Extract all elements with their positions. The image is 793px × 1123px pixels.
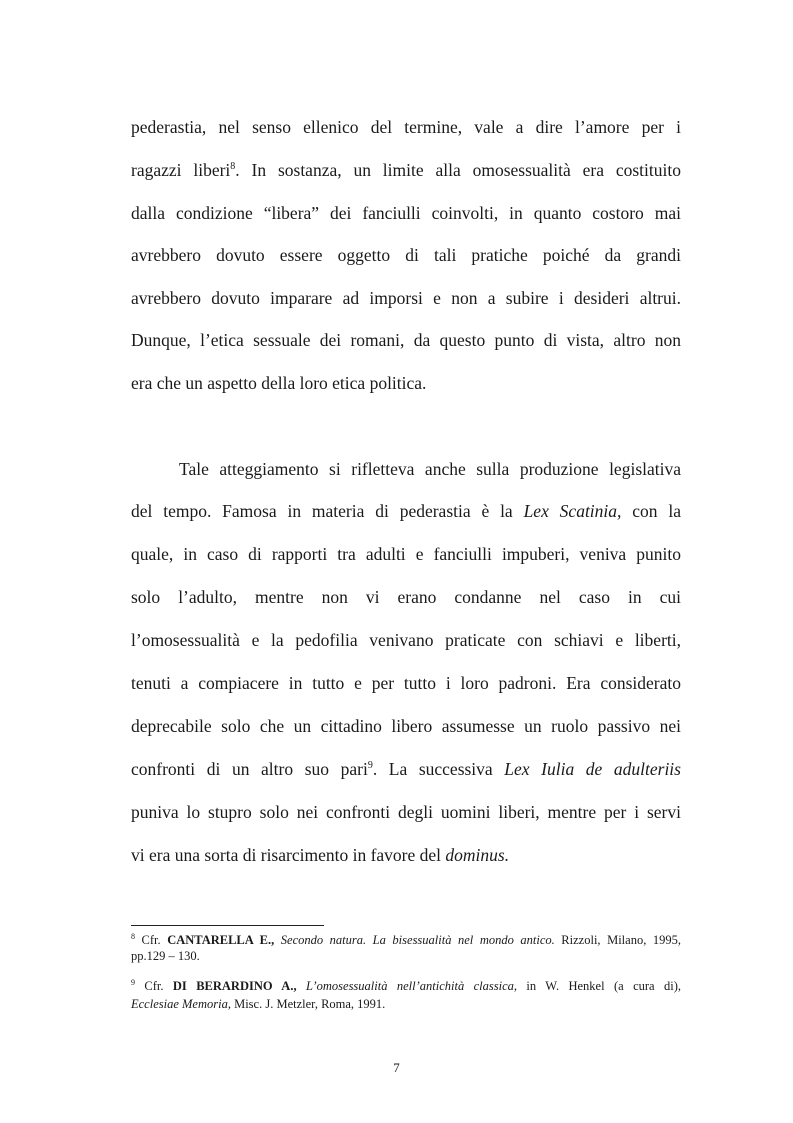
italic-text: Lex Iulia de adulteriis — [504, 759, 681, 779]
text-span: era che un aspetto della loro etica politica. — [131, 373, 427, 393]
body-line — [131, 544, 681, 564]
text-span: solo l’adulto, mentre non vi erano condanne nel caso in cui — [131, 587, 681, 607]
text-span: Tale atteggiamento si rifletteva anche sulla produzione legislativa — [179, 459, 681, 479]
text-span: quale, in caso di rapporti tra adulti e fanciulli impuberi, veniva punito — [131, 544, 681, 564]
body-line — [131, 373, 681, 393]
footnote-8-cont — [131, 948, 681, 964]
body-line — [131, 630, 681, 650]
body-line — [131, 716, 681, 736]
text-span: tenuti a compiacere in tutto e per tutto i loro padroni. Era considerato — [131, 673, 681, 693]
body-line — [131, 802, 681, 822]
text-span: in W. Henkel (a cura di), — [517, 979, 681, 993]
footnote-ref[interactable]: 9 — [367, 760, 373, 772]
text-span: avrebbero dovuto imparare ad imporsi e non a subire i desideri altrui. — [131, 288, 681, 308]
footnote-title: L’omosessualità nell’antichità classica, — [296, 979, 517, 993]
body-line — [179, 459, 681, 479]
body-line — [131, 759, 681, 779]
text-span: Cfr. — [135, 933, 168, 947]
text-span: ragazzi liberi — [131, 160, 231, 180]
body-line — [131, 160, 681, 180]
body-line — [131, 117, 681, 137]
footnote-author: CANTARELLA E., — [167, 933, 275, 947]
text-span: avrebbero dovuto essere oggetto di tali pratiche poiché da grandi — [131, 245, 681, 265]
text-span: . In sostanza, un limite alla omosessualità era costituito — [235, 160, 681, 180]
body-line — [131, 587, 681, 607]
body-line — [131, 245, 681, 265]
text-span: deprecabile solo che un cittadino libero assumesse un ruolo passivo nei — [131, 716, 681, 736]
footnote-number: 9 — [131, 977, 135, 987]
italic-text: Lex Scatinia, — [523, 501, 622, 521]
text-span: Misc. J. Metzler, Roma, 1991. — [230, 997, 386, 1011]
footnote-9 — [131, 978, 681, 994]
body-line — [131, 330, 681, 350]
text-span: confronti di un altro suo pari — [131, 759, 368, 779]
page-number: 7 — [393, 1060, 400, 1075]
text-span: vi era una sorta di risarcimento in favore del — [131, 845, 446, 865]
footnote-8 — [131, 932, 681, 948]
text-span: l’omosessualità e la pedofilia venivano praticate con schiavi e liberti, — [131, 630, 681, 650]
body-line — [131, 203, 681, 223]
text-span: del tempo. Famosa in materia di pederastia è la — [131, 501, 524, 521]
text-span: pederastia, nel senso ellenico del termine, vale a dire l’amore per i — [131, 117, 681, 137]
footnote-9-cont — [131, 996, 681, 1012]
body-line — [131, 501, 681, 521]
body-line — [131, 673, 681, 693]
italic-text: dominus. — [445, 845, 510, 865]
text-span: . La successiva — [372, 759, 505, 779]
footnote-separator — [131, 925, 324, 926]
footnote-author: DI BERARDINO A., — [172, 979, 297, 993]
footnote-ref[interactable]: 8 — [230, 161, 236, 173]
text-span: Cfr. — [135, 979, 173, 993]
text-span: pp.129 – 130. — [131, 949, 200, 963]
footnote-title: Ecclesiae Memoria, — [131, 997, 231, 1011]
text-span: puniva lo stupro solo nei confronti degli uomini liberi, mentre per i servi — [131, 802, 681, 822]
footnote-title: Secondo natura. La bisessualità nel mondo antico. — [274, 933, 555, 947]
text-span: Dunque, l’etica sessuale dei romani, da questo punto di vista, altro non — [131, 330, 681, 350]
body-line — [131, 288, 681, 308]
body-line — [131, 845, 681, 865]
text-span: dalla condizione “libera” dei fanciulli coinvolti, in quanto costoro mai — [131, 203, 681, 223]
text-span: con la — [621, 501, 681, 521]
footnote-number: 8 — [131, 931, 135, 941]
text-span: Rizzoli, Milano, 1995, — [554, 933, 681, 947]
